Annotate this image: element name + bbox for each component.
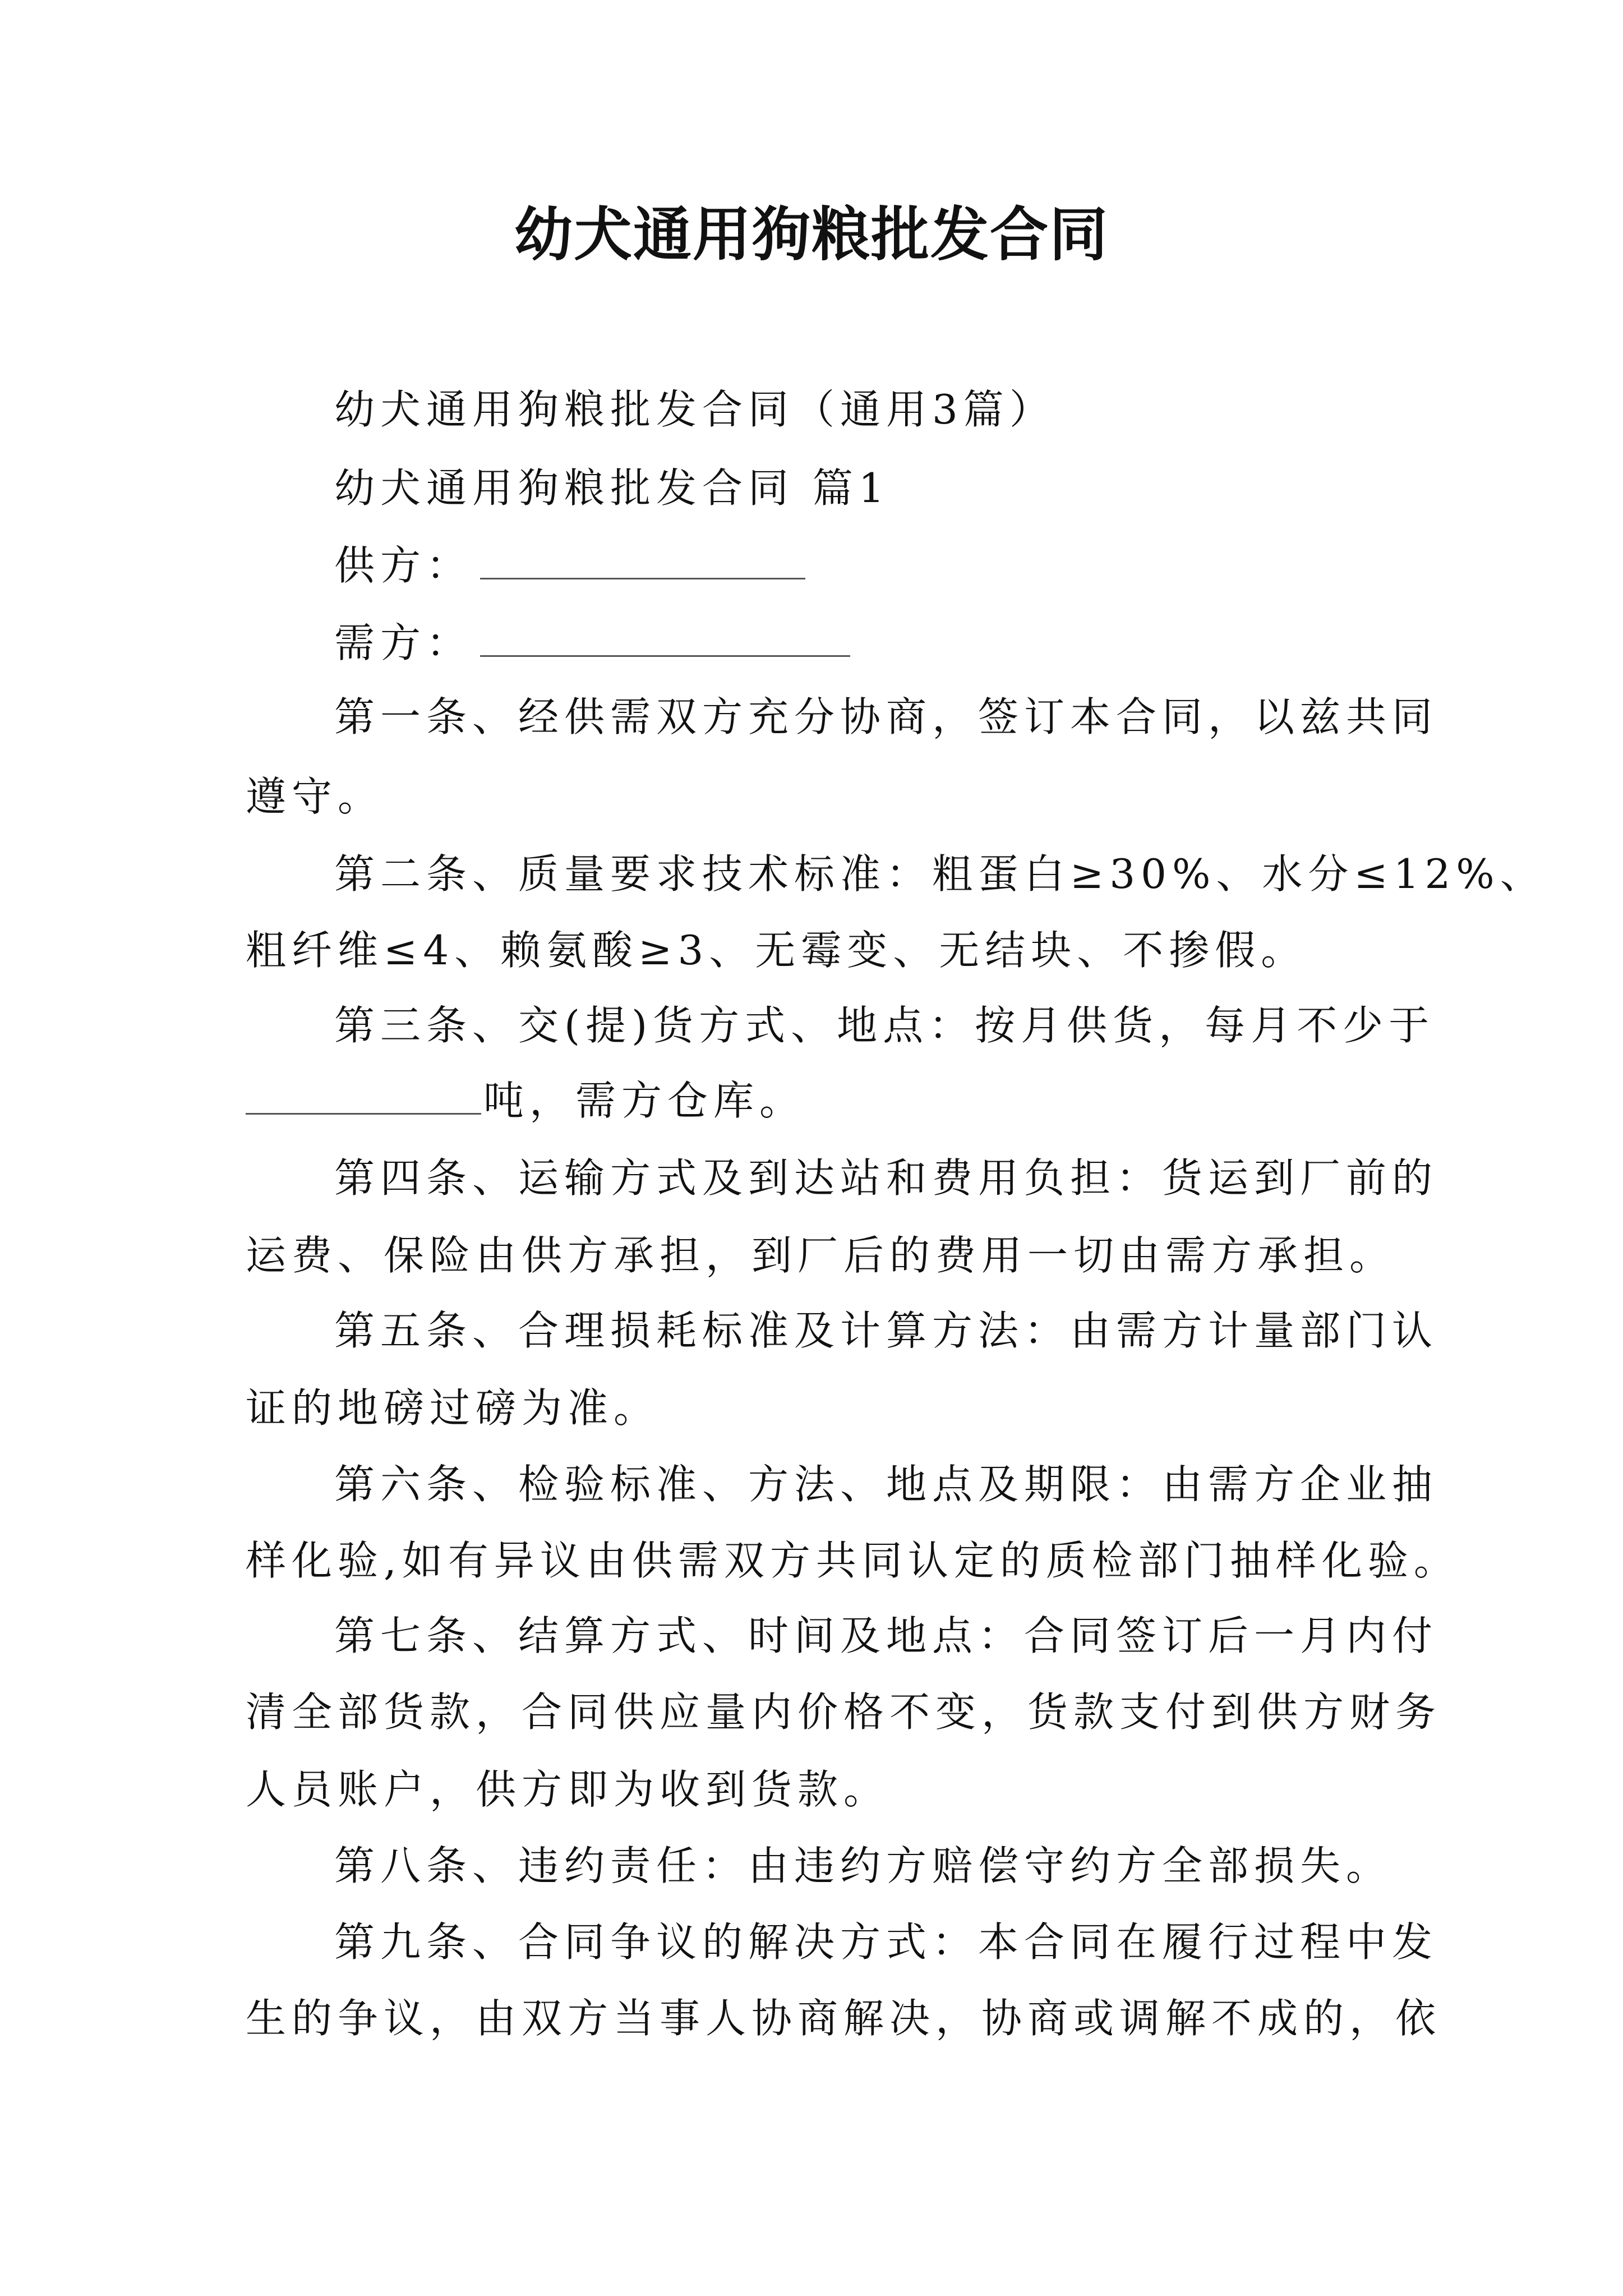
document-subtitle: 幼犬通用狗粮批发合同（通用3篇） <box>334 386 1055 433</box>
part-heading: 幼犬通用狗粮批发合同 篇1 <box>334 464 890 512</box>
clause-6-line-1: 第六条、检验标准、方法、地点及期限：由需方企业抽 <box>334 1461 1438 1508</box>
clause-6-line-2: 样化验,如有异议由供需双方共同认定的质检部门抽样化验。 <box>246 1537 1460 1584</box>
clause-4-line-2: 运费、保险由供方承担，到厂后的费用一切由需方承担。 <box>246 1232 1396 1279</box>
clause-4-line-1: 第四条、运输方式及到达站和费用负担：货运到厂前的 <box>334 1154 1438 1202</box>
document-title: 幼犬通用狗粮批发合同 <box>514 200 1109 269</box>
clause-3-line-1: 第三条、交(提)货方式、地点：按月供货，每月不少于 <box>334 1002 1435 1049</box>
buyer-label: 需方： <box>334 619 473 666</box>
clause-9-line-2: 生的争议，由双方当事人协商解决，协商或调解不成的，依 <box>246 1995 1442 2042</box>
clause-9-line-1: 第九条、合同争议的解决方式：本合同在履行过程中发 <box>334 1918 1438 1966</box>
clause-7-line-2: 清全部货款，合同供应量内价格不变，货款支付到供方财务 <box>246 1688 1442 1736</box>
buyer-blank <box>480 618 850 657</box>
clause-5-line-2: 证的地磅过磅为准。 <box>246 1384 660 1432</box>
quantity-blank <box>246 1076 481 1115</box>
clause-7-line-1: 第七条、结算方式、时间及地点：合同签订后一月内付 <box>334 1612 1438 1659</box>
supplier-blank <box>480 541 805 579</box>
clause-5-line-1: 第五条、合理损耗标准及计算方法：由需方计量部门认 <box>334 1307 1438 1354</box>
clause-2-line-2: 粗纤维≤4、赖氨酸≥3、无霉变、无结块、不掺假。 <box>246 927 1307 974</box>
supplier-label: 供方： <box>334 542 473 589</box>
clause-2-line-1: 第二条、质量要求技术标准：粗蛋白≥30%、水分≤12%、 <box>334 850 1546 898</box>
clause-3-line-2 <box>246 1073 1423 1129</box>
clause-1-line-2: 遵守。 <box>246 773 384 820</box>
clause-7-line-3: 人员账户，供方即为收到货款。 <box>246 1766 890 1813</box>
clause-8-line-1: 第八条、违约责任：由违约方赔偿守约方全部损失。 <box>334 1842 1393 1889</box>
supplier-row <box>334 537 1512 593</box>
clause-3-line-2-text: 吨，需方仓库。 <box>483 1077 806 1124</box>
buyer-row <box>334 615 1512 671</box>
clause-1-line-1: 第一条、经供需双方充分协商，签订本合同，以兹共同 <box>334 693 1438 740</box>
